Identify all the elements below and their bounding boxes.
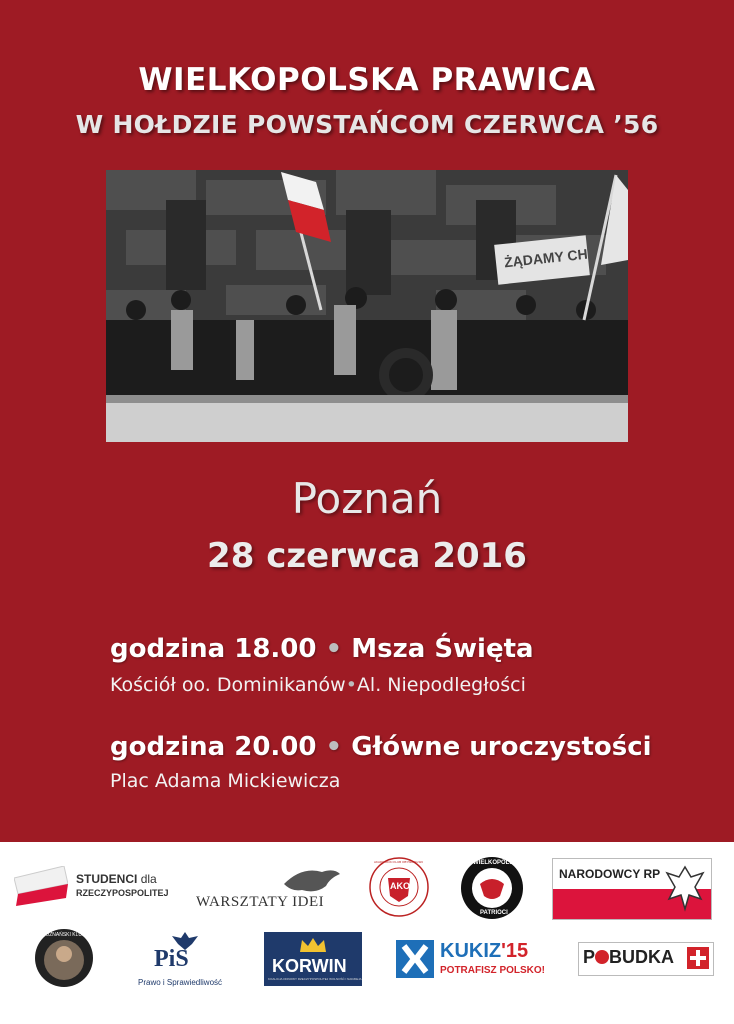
- logo-korwin[interactable]: [264, 932, 362, 986]
- eagle-icon: [282, 864, 342, 898]
- poznanski-klub-label: POZNAŃSKI KLUB: [42, 932, 86, 938]
- pobudka-p: P: [583, 947, 596, 967]
- studenci-dla: dla: [140, 872, 157, 886]
- event-1-heading: [110, 634, 534, 664]
- event-2-name: Główne uroczystości: [351, 732, 652, 762]
- polish-flag-icon: [14, 866, 68, 906]
- logo-pobudka[interactable]: [578, 942, 714, 976]
- crown-icon: [298, 936, 328, 954]
- event-2-heading: [110, 732, 652, 762]
- studenci-label: STUDENCI: [76, 872, 138, 886]
- poster-title: WIELKOPOLSKA PRAWICA: [138, 62, 596, 98]
- korwin-label: KORWIN: [272, 956, 347, 976]
- logo-poznanski-klub[interactable]: [34, 928, 94, 988]
- photo-banner-text: ŻĄDAMY CH: [503, 245, 589, 271]
- kukiz-label: KUKIZ: [440, 940, 502, 962]
- kukiz-slogan: POTRAFISZ POLSKO!: [440, 965, 545, 976]
- wielkopolscy-bottom: PATRIOCI: [480, 910, 508, 916]
- korwin-subtitle: KOALICJA ODNOWY RZECZYPOSPOLITEJ WOLNOŚĆ I NADZIEJA: [268, 977, 362, 981]
- event-2-time: godzina 20.00: [110, 732, 317, 762]
- event-2-place: Plac Adama Mickiewicza: [110, 770, 341, 792]
- event-city: Poznań: [291, 474, 443, 523]
- ako-ring-text: AKADEMICKI KLUB OBYWATELSKI: [374, 860, 424, 864]
- warsztaty-label: WARSZTATY IDEI: [196, 894, 325, 910]
- logo-wielkopolscy-patrioci[interactable]: [460, 856, 524, 920]
- event-date: 28 czerwca 2016: [207, 536, 527, 576]
- event-1-time: godzina 18.00: [110, 634, 317, 664]
- separator-dot: •: [325, 634, 343, 664]
- pis-subtitle: Prawo i Sprawiedliwość: [138, 978, 223, 987]
- separator-dot: •: [345, 674, 357, 696]
- wielkopolscy-top: WIELKOPOLSCY: [473, 860, 522, 866]
- sponsor-logos: [0, 842, 734, 1024]
- ako-mark: AKO: [390, 881, 410, 891]
- kukiz-x-icon: [396, 940, 434, 978]
- kukiz-number: '15: [501, 940, 529, 962]
- poster-subtitle: W HOŁDZIE POWSTAŃCOM CZERWCA ’56: [75, 110, 659, 139]
- event-1-place: [110, 674, 526, 696]
- studenci-sub: RZECZYPOSPOLITEJ: [76, 888, 169, 898]
- narodowcy-label: NARODOWCY RP: [559, 867, 661, 881]
- white-eagle-icon: [665, 863, 705, 913]
- logo-studenci[interactable]: [14, 866, 184, 908]
- logo-warsztaty-idei[interactable]: [196, 864, 346, 914]
- logo-pis[interactable]: [138, 930, 228, 990]
- separator-dot: •: [325, 732, 343, 762]
- event-1-place-a: Kościół oo. Dominikanów: [110, 674, 346, 696]
- event-1-place-b: Al. Niepodległości: [356, 674, 526, 696]
- event-1-name: Msza Święta: [351, 634, 534, 664]
- pobudka-label: BUDKA: [609, 947, 675, 967]
- red-cross-icon: [687, 947, 709, 969]
- logo-narodowcy-rp[interactable]: [552, 858, 712, 920]
- logo-kukiz15[interactable]: [396, 940, 546, 980]
- alarm-clock-icon: [595, 950, 609, 964]
- pis-mark: PiS: [154, 946, 189, 972]
- historical-photo: [106, 170, 628, 442]
- logo-ako[interactable]: [368, 856, 430, 918]
